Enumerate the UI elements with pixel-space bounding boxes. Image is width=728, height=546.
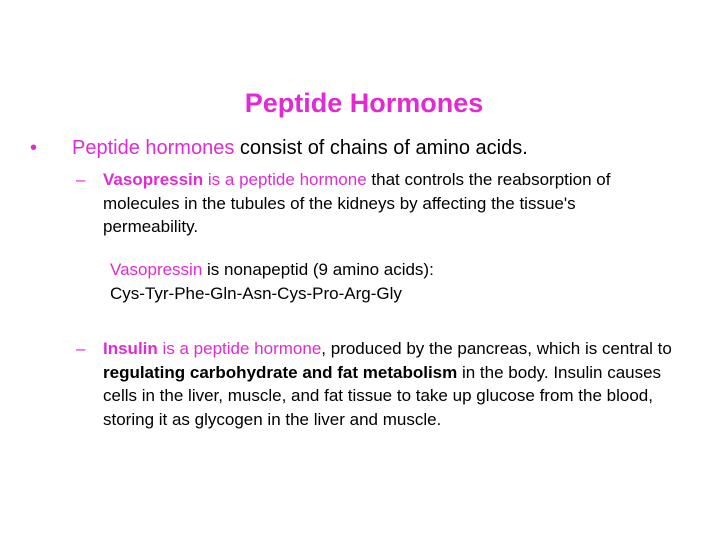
amino-acid-sequence: Cys-Tyr-Phe-Gln-Asn-Cys-Pro-Arg-Gly [110,284,402,303]
insulin-text [103,337,688,431]
note-vasopressin-term: Vasopressin [110,260,203,279]
peptide-hormones-term: Peptide hormones [72,137,235,159]
main-bullet-text [72,136,528,160]
vasopressin-description: that controls the reabsorption of molecules in the tubules of the kidneys by affecting the tissue's permeability. [103,170,611,236]
vasopressin-term-rest: is a peptide hormone [203,170,367,189]
insulin-emphasis: regulating carbohydrate and fat metabolism [103,362,458,382]
vasopressin-text [103,168,643,239]
vasopressin-term: Vasopressin [103,170,204,189]
insulin-term: Insulin [103,339,158,358]
main-bullet-rest: consist of chains of amino acids. [234,137,528,159]
dash-marker: – [76,339,86,358]
insulin-description-1: , produced by the pancreas, which is central to [321,339,672,358]
bullet-marker: • [30,137,38,159]
note-line-1-rest: is nonapeptid (9 amino acids): [202,260,434,279]
insulin-term-rest: is a peptide hormone [157,339,322,358]
insulin-description-2: in the body. Insulin causes cells in the liver, muscle, and fat tissue to take up glucose from the blood, storing it as glycogen in the liver and muscle. [103,362,662,429]
note-line-1 [110,258,434,282]
slide-title: Peptide Hormones [244,88,484,118]
vasopressin-note [110,258,434,306]
dash-marker: – [76,170,86,189]
